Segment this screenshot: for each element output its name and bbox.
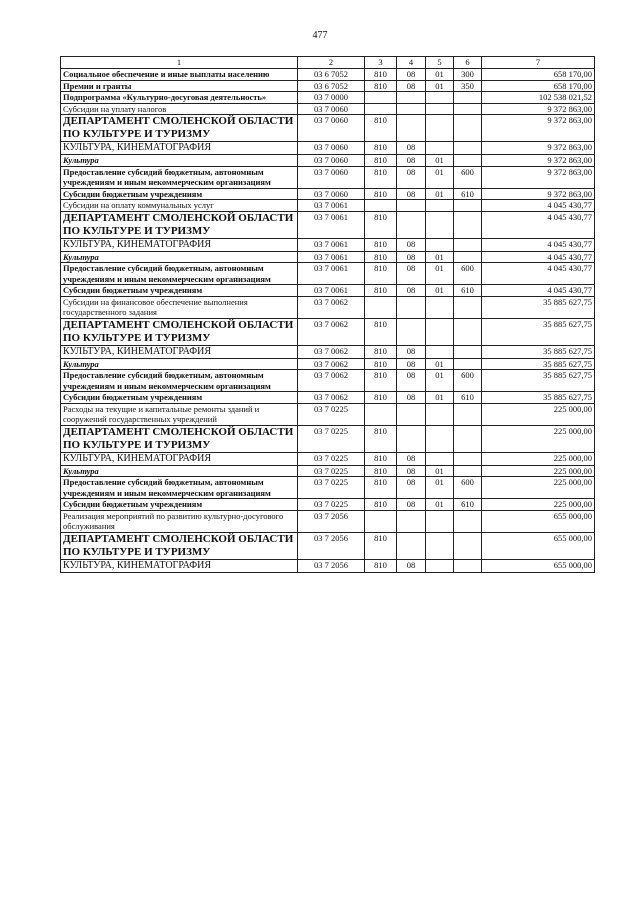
row-rz-cell: 08 <box>397 370 426 392</box>
row-name-cell: Субсидии на уплату налогов <box>61 103 298 115</box>
row-rz-cell: 08 <box>397 559 426 572</box>
row-rz-cell <box>397 211 426 238</box>
table-row <box>61 477 595 499</box>
row-rz-cell: 08 <box>397 477 426 499</box>
row-sum-cell: 225 000,00 <box>482 452 595 465</box>
row-rz-cell: 08 <box>397 499 426 511</box>
row-pr-cell: 01 <box>426 69 454 81</box>
table-row <box>61 499 595 511</box>
row-code-cell: 03 7 0062 <box>298 318 365 345</box>
table-row <box>61 285 595 297</box>
row-gr-cell: 810 <box>365 142 397 155</box>
row-vr-cell: 610 <box>454 285 482 297</box>
row-sum-cell: 35 885 627,75 <box>482 392 595 404</box>
row-name-cell: Субсидии бюджетным учреждениям <box>61 499 298 511</box>
row-sum-cell: 4 045 430,77 <box>482 200 595 212</box>
row-pr-cell: 01 <box>426 392 454 404</box>
row-rz-cell: 08 <box>397 263 426 285</box>
row-pr-cell <box>426 238 454 251</box>
table-row <box>61 263 595 285</box>
row-vr-cell <box>454 115 482 142</box>
row-rz-cell: 08 <box>397 345 426 358</box>
row-gr-cell: 810 <box>365 358 397 370</box>
row-vr-cell: 600 <box>454 263 482 285</box>
row-sum-cell: 35 885 627,75 <box>482 370 595 392</box>
row-gr-cell: 810 <box>365 559 397 572</box>
header-cell-6: 6 <box>454 57 482 69</box>
row-code-cell: 03 7 0060 <box>298 103 365 115</box>
header-row <box>61 57 595 69</box>
row-rz-cell <box>397 532 426 559</box>
row-vr-cell <box>454 103 482 115</box>
row-gr-cell: 810 <box>365 251 397 263</box>
row-rz-cell <box>397 92 426 104</box>
row-pr-cell: 01 <box>426 370 454 392</box>
row-sum-cell: 655 000,00 <box>482 510 595 532</box>
row-vr-cell <box>454 318 482 345</box>
row-code-cell: 03 7 0225 <box>298 403 365 425</box>
row-vr-cell: 600 <box>454 166 482 188</box>
row-gr-cell: 810 <box>365 425 397 452</box>
row-sum-cell: 9 372 863,00 <box>482 103 595 115</box>
row-name-cell: Предоставление субсидий бюджетным, автономным учреждениям и иным некоммерческим организациям <box>61 370 298 392</box>
row-gr-cell: 810 <box>365 318 397 345</box>
row-sum-cell: 658 170,00 <box>482 80 595 92</box>
row-name-cell: Предоставление субсидий бюджетным, автономным учреждениям и иным некоммерческим организациям <box>61 166 298 188</box>
row-pr-cell <box>426 103 454 115</box>
row-name-cell: Расходы на текущие и капитальные ремонты зданий и сооружений государственных учреждений <box>61 403 298 425</box>
row-name-cell: Социальное обеспечение и иные выплаты населению <box>61 69 298 81</box>
row-code-cell: 03 7 2056 <box>298 510 365 532</box>
row-pr-cell <box>426 452 454 465</box>
table-row <box>61 465 595 477</box>
row-rz-cell: 08 <box>397 358 426 370</box>
row-rz-cell: 08 <box>397 251 426 263</box>
row-sum-cell: 35 885 627,75 <box>482 358 595 370</box>
row-gr-cell: 810 <box>365 285 397 297</box>
row-vr-cell <box>454 211 482 238</box>
row-gr-cell: 810 <box>365 532 397 559</box>
row-sum-cell: 102 538 021,52 <box>482 92 595 104</box>
table-body <box>61 69 595 573</box>
table-row <box>61 115 595 142</box>
row-pr-cell: 01 <box>426 477 454 499</box>
row-code-cell: 03 7 0060 <box>298 155 365 167</box>
row-name-cell: КУЛЬТУРА, КИНЕМАТОГРАФИЯ <box>61 559 298 572</box>
row-name-cell: ДЕПАРТАМЕНТ СМОЛЕНСКОЙ ОБЛАСТИ ПО КУЛЬТУРЕ И ТУРИЗМУ <box>61 115 298 142</box>
row-rz-cell: 08 <box>397 465 426 477</box>
row-name-cell: Культура <box>61 155 298 167</box>
row-gr-cell: 810 <box>365 155 397 167</box>
row-vr-cell: 350 <box>454 80 482 92</box>
row-rz-cell: 08 <box>397 155 426 167</box>
row-gr-cell <box>365 200 397 212</box>
row-pr-cell: 01 <box>426 251 454 263</box>
table-row <box>61 403 595 425</box>
table-row <box>61 425 595 452</box>
row-vr-cell <box>454 200 482 212</box>
row-gr-cell: 810 <box>365 465 397 477</box>
row-code-cell: 03 7 2056 <box>298 532 365 559</box>
row-sum-cell: 225 000,00 <box>482 477 595 499</box>
row-name-cell: Предоставление субсидий бюджетным, автономным учреждениям и иным некоммерческим организациям <box>61 477 298 499</box>
row-pr-cell <box>426 510 454 532</box>
row-sum-cell: 658 170,00 <box>482 69 595 81</box>
row-code-cell: 03 7 0062 <box>298 392 365 404</box>
page-number: 477 <box>312 30 328 41</box>
row-name-cell: Премии и гранты <box>61 80 298 92</box>
table-row <box>61 392 595 404</box>
row-gr-cell: 810 <box>365 452 397 465</box>
row-vr-cell <box>454 425 482 452</box>
table-row <box>61 155 595 167</box>
row-vr-cell <box>454 251 482 263</box>
row-name-cell: Субсидии на оплату коммунальных услуг <box>61 200 298 212</box>
row-code-cell: 03 7 0060 <box>298 115 365 142</box>
row-pr-cell <box>426 403 454 425</box>
row-pr-cell <box>426 142 454 155</box>
row-gr-cell: 810 <box>365 188 397 200</box>
row-code-cell: 03 7 0061 <box>298 251 365 263</box>
row-sum-cell: 655 000,00 <box>482 559 595 572</box>
row-pr-cell: 01 <box>426 285 454 297</box>
row-pr-cell <box>426 559 454 572</box>
row-code-cell: 03 7 0225 <box>298 465 365 477</box>
row-name-cell: Субсидии бюджетным учреждениям <box>61 285 298 297</box>
row-sum-cell: 9 372 863,00 <box>482 188 595 200</box>
row-code-cell: 03 7 0225 <box>298 477 365 499</box>
row-vr-cell: 610 <box>454 499 482 511</box>
row-pr-cell: 01 <box>426 188 454 200</box>
row-rz-cell <box>397 103 426 115</box>
row-sum-cell: 225 000,00 <box>482 499 595 511</box>
row-name-cell: КУЛЬТУРА, КИНЕМАТОГРАФИЯ <box>61 238 298 251</box>
row-code-cell: 03 7 0061 <box>298 285 365 297</box>
row-gr-cell <box>365 403 397 425</box>
row-pr-cell: 01 <box>426 80 454 92</box>
table-row <box>61 69 595 81</box>
budget-table <box>60 56 595 573</box>
row-name-cell: Реализация мероприятий по развитию культурно-досугового обслуживания <box>61 510 298 532</box>
table-row <box>61 345 595 358</box>
row-rz-cell <box>397 510 426 532</box>
row-name-cell: Субсидии бюджетным учреждениям <box>61 392 298 404</box>
row-gr-cell: 810 <box>365 499 397 511</box>
row-pr-cell: 01 <box>426 358 454 370</box>
row-code-cell: 03 7 0060 <box>298 188 365 200</box>
row-sum-cell: 4 045 430,77 <box>482 263 595 285</box>
table-row <box>61 142 595 155</box>
table-row <box>61 166 595 188</box>
table-row <box>61 92 595 104</box>
row-vr-cell <box>454 142 482 155</box>
row-code-cell: 03 7 0060 <box>298 142 365 155</box>
row-code-cell: 03 7 0225 <box>298 452 365 465</box>
row-code-cell: 03 7 0061 <box>298 238 365 251</box>
row-gr-cell: 810 <box>365 238 397 251</box>
row-sum-cell: 4 045 430,77 <box>482 238 595 251</box>
row-sum-cell: 35 885 627,75 <box>482 296 595 318</box>
row-vr-cell <box>454 510 482 532</box>
row-vr-cell: 610 <box>454 188 482 200</box>
row-pr-cell <box>426 532 454 559</box>
row-rz-cell <box>397 403 426 425</box>
row-sum-cell: 9 372 863,00 <box>482 155 595 167</box>
row-rz-cell <box>397 296 426 318</box>
row-vr-cell <box>454 345 482 358</box>
row-gr-cell: 810 <box>365 345 397 358</box>
row-gr-cell: 810 <box>365 69 397 81</box>
row-gr-cell <box>365 103 397 115</box>
row-vr-cell <box>454 296 482 318</box>
row-name-cell: Субсидии на финансовое обеспечение выполнения государственного задания <box>61 296 298 318</box>
row-vr-cell <box>454 238 482 251</box>
row-pr-cell <box>426 115 454 142</box>
table-row <box>61 452 595 465</box>
row-sum-cell: 4 045 430,77 <box>482 285 595 297</box>
row-code-cell: 03 7 2056 <box>298 559 365 572</box>
table-row <box>61 370 595 392</box>
row-name-cell: Культура <box>61 358 298 370</box>
row-rz-cell: 08 <box>397 80 426 92</box>
table-row <box>61 200 595 212</box>
row-pr-cell <box>426 200 454 212</box>
row-sum-cell: 4 045 430,77 <box>482 211 595 238</box>
row-name-cell: ДЕПАРТАМЕНТ СМОЛЕНСКОЙ ОБЛАСТИ ПО КУЛЬТУРЕ И ТУРИЗМУ <box>61 318 298 345</box>
row-rz-cell: 08 <box>397 452 426 465</box>
row-gr-cell: 810 <box>365 211 397 238</box>
row-code-cell: 03 7 0225 <box>298 425 365 452</box>
row-pr-cell <box>426 345 454 358</box>
row-gr-cell <box>365 92 397 104</box>
row-vr-cell: 300 <box>454 69 482 81</box>
row-rz-cell: 08 <box>397 142 426 155</box>
table-row <box>61 532 595 559</box>
row-vr-cell: 600 <box>454 370 482 392</box>
table-row <box>61 318 595 345</box>
row-gr-cell: 810 <box>365 477 397 499</box>
table-row <box>61 103 595 115</box>
header-cell-4: 4 <box>397 57 426 69</box>
row-code-cell: 03 7 0062 <box>298 358 365 370</box>
row-sum-cell: 9 372 863,00 <box>482 166 595 188</box>
row-rz-cell: 08 <box>397 285 426 297</box>
row-pr-cell <box>426 318 454 345</box>
row-sum-cell: 9 372 863,00 <box>482 115 595 142</box>
row-vr-cell <box>454 358 482 370</box>
row-vr-cell <box>454 559 482 572</box>
table-row <box>61 559 595 572</box>
header-cell-7: 7 <box>482 57 595 69</box>
row-vr-cell <box>454 92 482 104</box>
header-cell-2: 2 <box>298 57 365 69</box>
row-name-cell: Субсидии бюджетным учреждениям <box>61 188 298 200</box>
row-name-cell: ДЕПАРТАМЕНТ СМОЛЕНСКОЙ ОБЛАСТИ ПО КУЛЬТУРЕ И ТУРИЗМУ <box>61 532 298 559</box>
row-gr-cell <box>365 510 397 532</box>
header-cell-1: 1 <box>61 57 298 69</box>
row-rz-cell: 08 <box>397 238 426 251</box>
row-pr-cell <box>426 296 454 318</box>
row-gr-cell: 810 <box>365 392 397 404</box>
header-cell-5: 5 <box>426 57 454 69</box>
row-code-cell: 03 7 0062 <box>298 296 365 318</box>
row-gr-cell: 810 <box>365 80 397 92</box>
row-name-cell: Культура <box>61 465 298 477</box>
row-vr-cell <box>454 532 482 559</box>
row-code-cell: 03 7 0061 <box>298 200 365 212</box>
row-vr-cell: 610 <box>454 392 482 404</box>
row-vr-cell <box>454 452 482 465</box>
row-rz-cell: 08 <box>397 392 426 404</box>
row-code-cell: 03 6 7052 <box>298 80 365 92</box>
row-vr-cell: 600 <box>454 477 482 499</box>
row-sum-cell: 655 000,00 <box>482 532 595 559</box>
row-name-cell: ДЕПАРТАМЕНТ СМОЛЕНСКОЙ ОБЛАСТИ ПО КУЛЬТУРЕ И ТУРИЗМУ <box>61 211 298 238</box>
row-rz-cell: 08 <box>397 166 426 188</box>
row-pr-cell: 01 <box>426 155 454 167</box>
row-gr-cell: 810 <box>365 166 397 188</box>
row-gr-cell: 810 <box>365 370 397 392</box>
row-pr-cell <box>426 425 454 452</box>
row-rz-cell: 08 <box>397 69 426 81</box>
row-sum-cell: 4 045 430,77 <box>482 251 595 263</box>
row-name-cell: Предоставление субсидий бюджетным, автономным учреждениям и иным некоммерческим организациям <box>61 263 298 285</box>
row-sum-cell: 35 885 627,75 <box>482 345 595 358</box>
table-row <box>61 188 595 200</box>
row-sum-cell: 9 372 863,00 <box>482 142 595 155</box>
row-pr-cell: 01 <box>426 166 454 188</box>
row-rz-cell <box>397 318 426 345</box>
row-name-cell: ДЕПАРТАМЕНТ СМОЛЕНСКОЙ ОБЛАСТИ ПО КУЛЬТУРЕ И ТУРИЗМУ <box>61 425 298 452</box>
row-name-cell: Культура <box>61 251 298 263</box>
row-code-cell: 03 7 0000 <box>298 92 365 104</box>
header-cell-3: 3 <box>365 57 397 69</box>
row-pr-cell <box>426 92 454 104</box>
row-pr-cell: 01 <box>426 499 454 511</box>
row-name-cell: Подпрограмма «Культурно-досуговая деятельность» <box>61 92 298 104</box>
row-pr-cell: 01 <box>426 263 454 285</box>
table-row <box>61 80 595 92</box>
row-code-cell: 03 7 0062 <box>298 345 365 358</box>
row-vr-cell <box>454 155 482 167</box>
table-row <box>61 296 595 318</box>
row-rz-cell <box>397 425 426 452</box>
row-code-cell: 03 7 0060 <box>298 166 365 188</box>
table-row <box>61 358 595 370</box>
row-code-cell: 03 7 0225 <box>298 499 365 511</box>
row-gr-cell <box>365 296 397 318</box>
row-code-cell: 03 7 0061 <box>298 263 365 285</box>
row-sum-cell: 225 000,00 <box>482 465 595 477</box>
row-pr-cell <box>426 211 454 238</box>
row-name-cell: КУЛЬТУРА, КИНЕМАТОГРАФИЯ <box>61 142 298 155</box>
row-pr-cell: 01 <box>426 465 454 477</box>
row-vr-cell <box>454 465 482 477</box>
table-row <box>61 251 595 263</box>
table-row <box>61 238 595 251</box>
row-code-cell: 03 7 0061 <box>298 211 365 238</box>
row-rz-cell: 08 <box>397 188 426 200</box>
row-sum-cell: 225 000,00 <box>482 403 595 425</box>
row-code-cell: 03 7 0062 <box>298 370 365 392</box>
row-gr-cell: 810 <box>365 263 397 285</box>
table-row <box>61 510 595 532</box>
row-sum-cell: 225 000,00 <box>482 425 595 452</box>
row-name-cell: КУЛЬТУРА, КИНЕМАТОГРАФИЯ <box>61 452 298 465</box>
row-vr-cell <box>454 403 482 425</box>
row-rz-cell <box>397 115 426 142</box>
table-row <box>61 211 595 238</box>
row-rz-cell <box>397 200 426 212</box>
row-code-cell: 03 6 7052 <box>298 69 365 81</box>
row-sum-cell: 35 885 627,75 <box>482 318 595 345</box>
row-name-cell: КУЛЬТУРА, КИНЕМАТОГРАФИЯ <box>61 345 298 358</box>
row-gr-cell: 810 <box>365 115 397 142</box>
